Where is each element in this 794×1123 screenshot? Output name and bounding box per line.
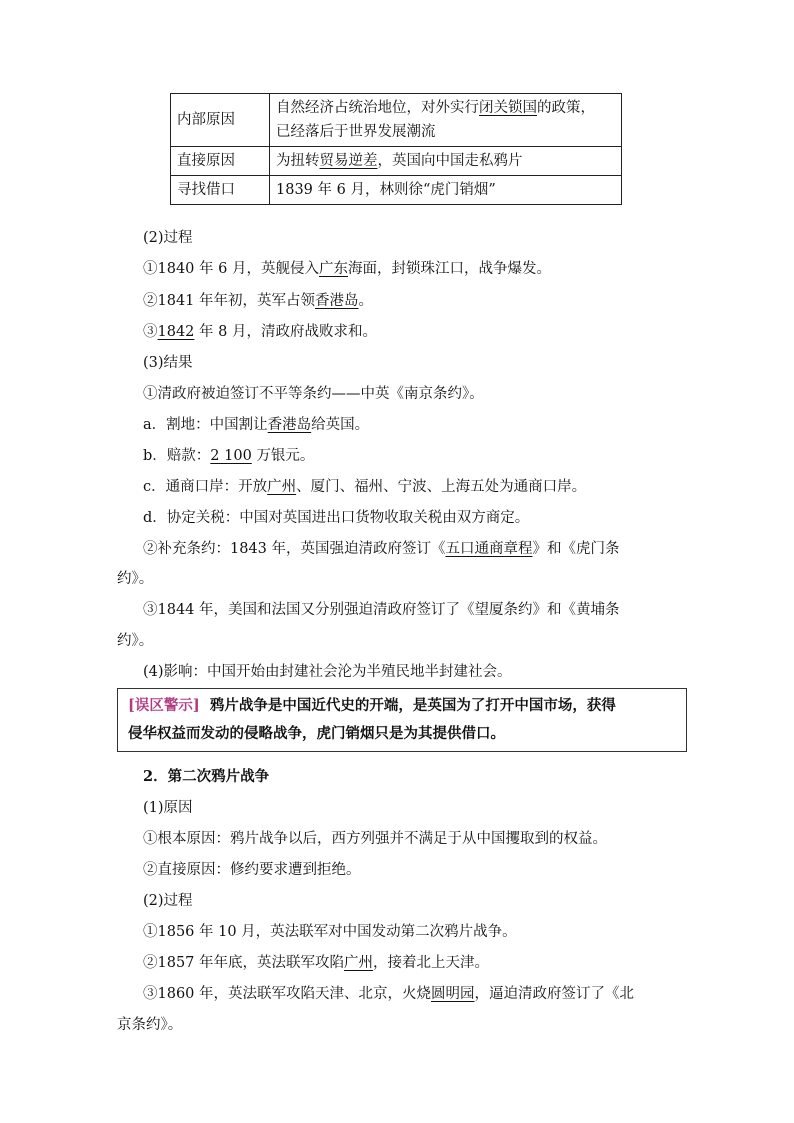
- section-heading: (2)过程: [143, 893, 193, 909]
- paragraph: ①根本原因：鸦片战争以后，西方列强并不满足于从中国攫取到的权益。: [143, 831, 607, 847]
- paragraph: ②1841 年年初，英军占领香港岛。: [143, 293, 374, 309]
- paragraph: ③1860 年，英法联军攻陷天津、北京，火烧圆明园，逼迫清政府签订了《北: [143, 986, 635, 1002]
- paragraph: c．通商口岸：开放广州、厦门、福州、宁波、上海五处为通商口岸。: [143, 479, 587, 495]
- table-row: [171, 147, 622, 176]
- paragraph: ③1844 年，美国和法国又分别强迫清政府签订了《望厦条约》和《黄埔条: [143, 602, 620, 618]
- table-row: [171, 94, 622, 147]
- paragraph: d．协定关税：中国对英国进出口货物收取关税由双方商定。: [143, 510, 530, 526]
- causes-table: [170, 93, 622, 205]
- table-row: [171, 176, 622, 205]
- paragraph: (4)影响：中国开始由封建社会沦为半殖民地半封建社会。: [143, 664, 512, 680]
- row-label: 内部原因: [171, 94, 270, 147]
- section-heading: (3)结果: [143, 355, 193, 371]
- section-title: 2．第二次鸦片战争: [143, 768, 270, 785]
- paragraph-continuation: 约》。: [117, 571, 154, 587]
- warning-box: [117, 688, 687, 752]
- section-heading: (2)过程: [143, 230, 193, 246]
- warning-line: [误区警示] 鸦片战争是中国近代史的开端，是英国为了打开中国市场，获得: [128, 697, 616, 714]
- row-label: 寻找借口: [171, 176, 270, 205]
- row-label: 直接原因: [171, 147, 270, 176]
- paragraph: b．赔款：2 100 万银元。: [143, 448, 315, 464]
- paragraph: ①清政府被迫签订不平等条约——中英《南京条约》。: [143, 386, 484, 402]
- paragraph: ③1842 年 8 月，清政府战败求和。: [143, 324, 377, 340]
- row-content: 自然经济占统治地位，对外实行闭关锁国的政策， 已经落后于世界发展潮流: [270, 94, 622, 147]
- row-content: 为扭转贸易逆差，英国向中国走私鸦片: [270, 147, 622, 176]
- row-content: 1839 年 6 月，林则徐“虎门销烟”: [270, 176, 622, 205]
- paragraph: ①1856 年 10 月，英法联军对中国发动第二次鸦片战争。: [143, 924, 517, 940]
- paragraph: ②直接原因：修约要求遭到拒绝。: [143, 862, 361, 878]
- paragraph: ②补充条约：1843 年，英国强迫清政府签订《五口通商章程》和《虎门条: [143, 541, 620, 557]
- paragraph: a．割地：中国割让香港岛给英国。: [143, 417, 370, 433]
- paragraph-continuation: 京条约》。: [117, 1017, 183, 1033]
- section-heading: (1)原因: [143, 800, 193, 816]
- paragraph: ②1857 年年底，英法联军攻陷广州，接着北上天津。: [143, 955, 490, 971]
- warning-tag: [误区警示]: [128, 697, 200, 714]
- paragraph-continuation: 约》。: [117, 633, 154, 649]
- warning-line: 侵华权益而发动的侵略战争，虎门销烟只是为其提供借口。: [128, 725, 505, 742]
- paragraph: ①1840 年 6 月，英舰侵入广东海面，封锁珠江口，战争爆发。: [143, 261, 551, 277]
